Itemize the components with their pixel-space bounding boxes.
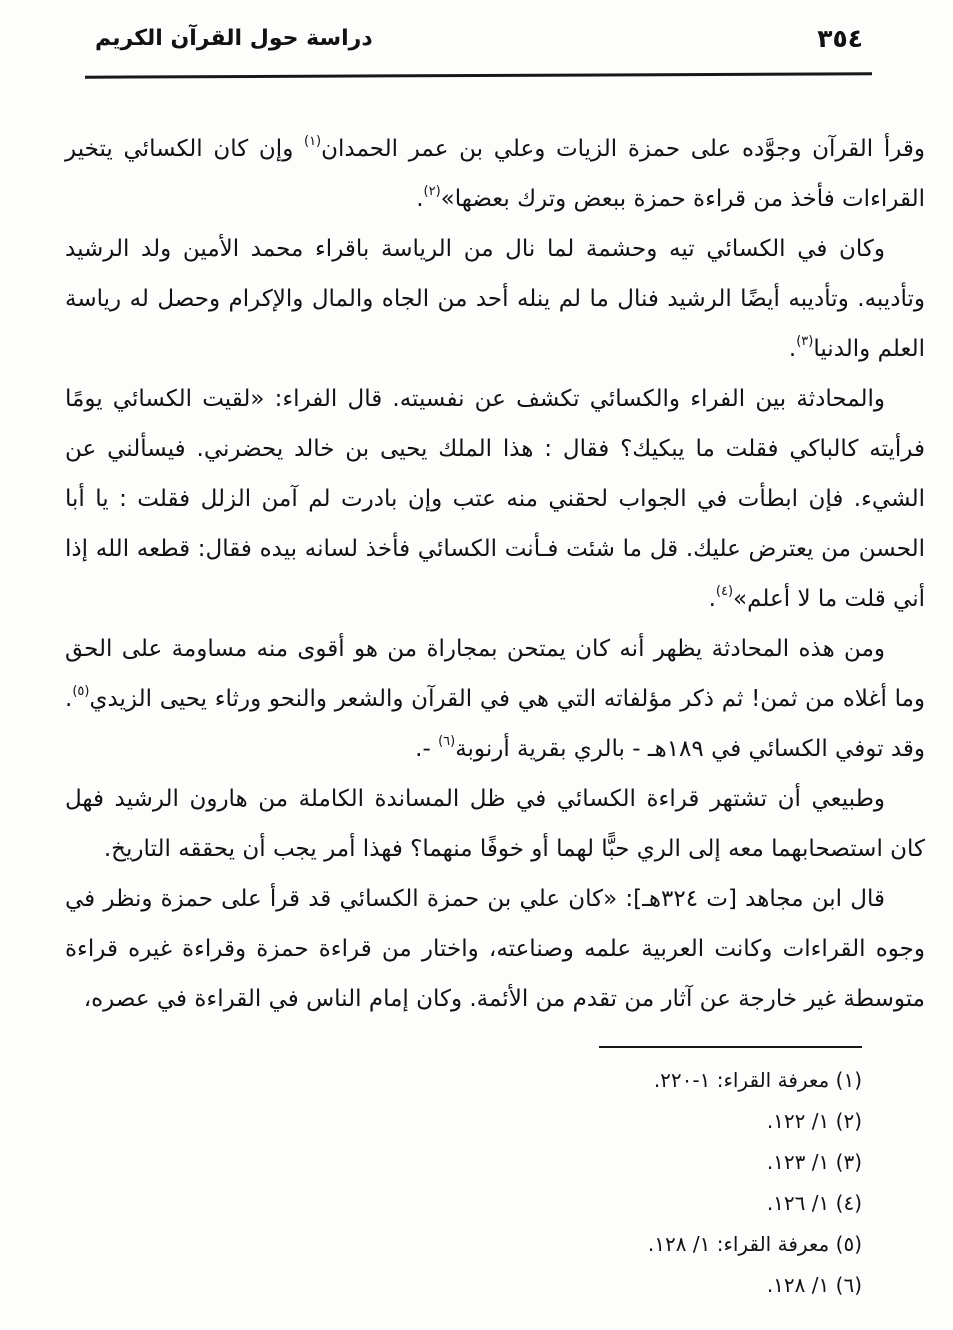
footnote-1: (١) معرفة القراء: ١-٢٢٠. — [653, 1068, 862, 1092]
paragraph-4 — [65, 624, 925, 774]
paragraph-text: قال ابن مجاهد [ت ٣٢٤هـ]: «كان علي بن حمزة الكسائي قد قرأ على حمزة ونظر في وجوه القراءات وكانت العربية علمه وصناعته، واختار من قراءة حمزة وقراءة غيره قراءة متوسطة غير خارجة عن آثار من تقدم من الأئمة. وكان إمام الناس في القراءة في عصره، — [65, 886, 925, 1012]
paragraph-text: . — [788, 336, 797, 362]
footnote-ref-5: (٥) — [72, 684, 90, 700]
footnote-4: (٤) ١/ ١٢٦. — [766, 1191, 862, 1215]
paragraph-3 — [65, 374, 925, 624]
paragraph-text: وإن كان الكسائي يتخير القراءات فأخذ من قراءة حمزة ببعض وترك بعضها» — [65, 136, 925, 212]
footnotes-section — [262, 1046, 862, 1306]
footnote-6: (٦) ١/ ١٢٨. — [766, 1273, 862, 1297]
footnote-2: (٢) ١/ ١٢٢. — [766, 1109, 862, 1133]
paragraph-text: -. — [415, 736, 439, 762]
running-title: دراسة حول القرآن الكريم — [95, 26, 373, 51]
paragraph-6 — [65, 874, 925, 1024]
footnote-ref-6: (٦) — [438, 734, 456, 750]
paragraph-text: ومن هذه المحادثة يظهر أنه كان يمتحن بمجاراة من هو أقوى منه مساومة على الحق وما أغلاه من ثمن! ثم ذكر مؤلفاته التي هي في القرآن والشعر والنحو ورثاء يحيى الزيدي — [65, 636, 925, 712]
footnote-5: (٥) معرفة القراء: ١/ ١٢٨. — [647, 1232, 862, 1256]
footnote-separator-rule — [599, 1046, 862, 1048]
footnote-3: (٣) ١/ ١٢٣. — [766, 1150, 862, 1174]
paragraph-2 — [65, 224, 925, 374]
paragraph-text: . — [708, 586, 716, 612]
footnote-ref-2: (٢) — [423, 184, 441, 200]
footnote-ref-3: (٣) — [796, 334, 814, 350]
paragraph-5 — [65, 774, 925, 874]
body-text — [65, 124, 925, 1024]
header-rule — [85, 72, 872, 78]
footnote-ref-1: (١) — [303, 134, 322, 150]
paragraph-text: . وقد توفي الكسائي في ١٨٩هـ - بالري بقرية أرنوبة — [65, 686, 925, 762]
paragraph-text: والمحادثة بين الفراء والكسائي تكشف عن نفسيته. قال الفراء: «لقيت الكسائي يومًا فرأيته كالباكي فقلت ما يبكيك؟ فقال : هذا الملك يحيى بن خالد يحضرني. فيسألني عن الشيء. فإن ابطأت في الجواب لحقني منه عتب وإن بادرت لم آمن الزلل فقلت : يا أبا الحسن من يعترض عليك. قل ما شئت فـأنت الكسائي فأخذ لسانه بيده فقال: قطعه الله إذا أني قلت ما لا أعلم» — [65, 386, 925, 612]
paragraph-1 — [65, 124, 925, 224]
footnote-ref-4: (٤) — [715, 584, 734, 600]
paragraph-text: . — [416, 186, 424, 212]
paragraph-text: وطبيعي أن تشتهر قراءة الكسائي في ظل المساندة الكاملة من هارون الرشيد فهل كان استصحابهما معه إلى الري حبًّا لهما أو خوفًا منهما؟ فهذا أمر يجب أن يحققه التاريخ. — [65, 786, 925, 862]
paragraph-text: وقرأ القرآن وجوَّده على حمزة الزيات وعلي بن عمر الحمدان — [321, 136, 925, 162]
paragraph-text: وكان في الكسائي تيه وحشمة لما نال من الرياسة باقراء محمد الأمين ولد الرشيد وتأديبه. وتأديبه أيضًا الرشيد فنال ما لم ينله أحد من الجاه والمال والإكرام وحصل له رياسة العلم والدنيا — [65, 236, 925, 362]
page-number: ٣٥٤ — [817, 24, 863, 53]
